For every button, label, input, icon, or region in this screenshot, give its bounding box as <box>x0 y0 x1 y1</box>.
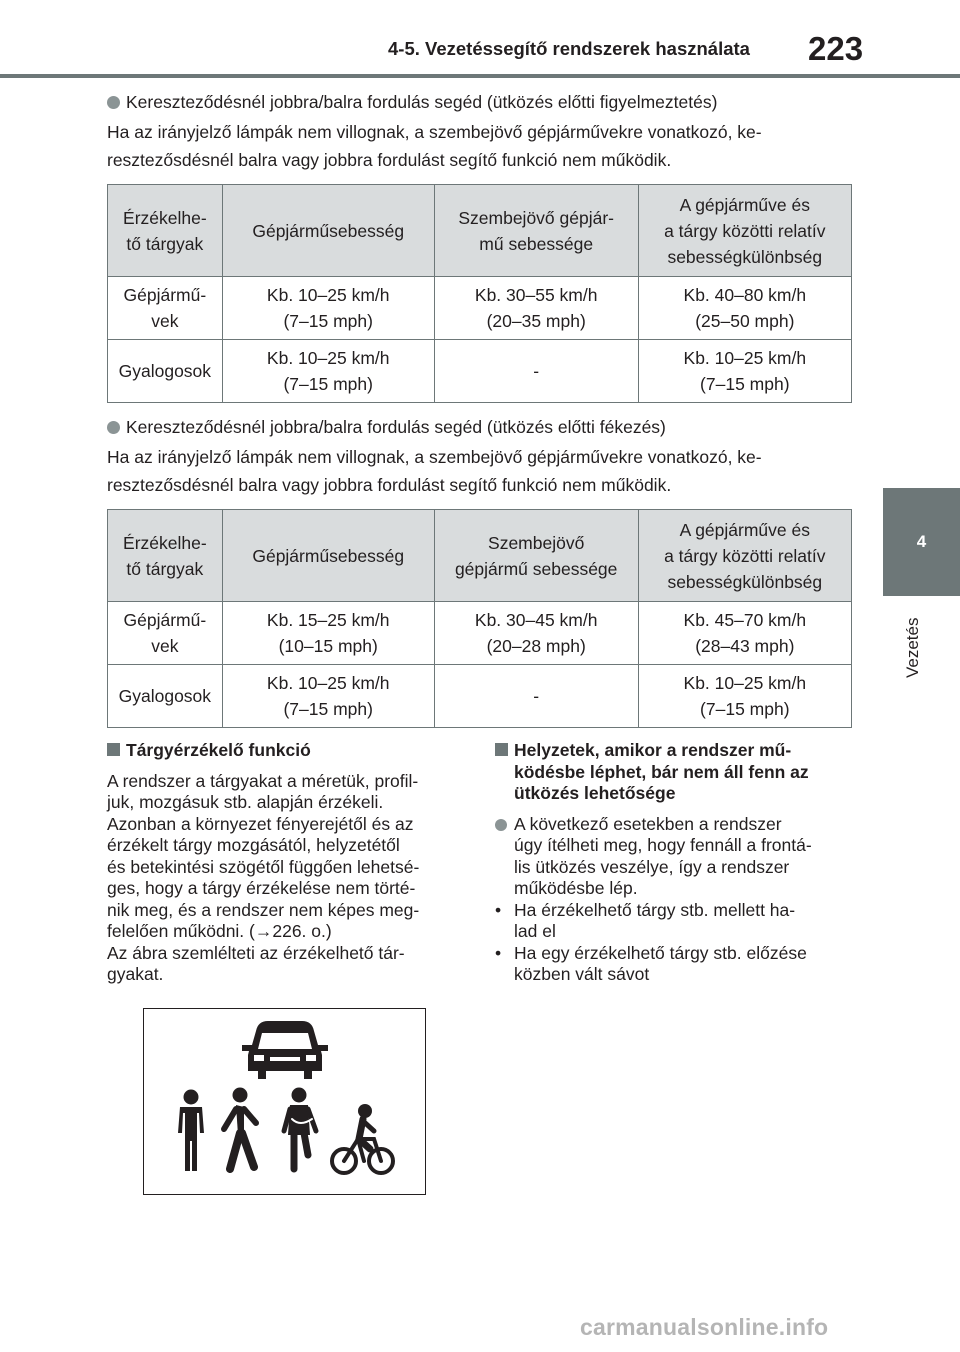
cell-oncoming-speed: - <box>434 665 638 728</box>
left-body <box>107 771 472 986</box>
header-cell-relative-speed: A gépjárműve és a tárgy közötti relatív sebességkülönbség <box>638 510 851 602</box>
chapter-tab-number: 4 <box>916 532 927 551</box>
list-item: • Ha egy érzékelhető tárgy stb. előzése közben vált sávot <box>495 942 807 984</box>
bullet-dot-icon <box>107 421 120 434</box>
right-section-heading: Helyzetek, amikor a rendszer mű- ködésbe léphet, bár nem áll fenn az ütközés lehetősége <box>495 740 865 805</box>
section2-heading: Kereszteződésnél jobbra/balra fordulás segéd (ütközés előtti fékezés) <box>107 413 859 441</box>
page-number: 223 <box>808 30 864 67</box>
cell-object-vehicles: Gépjármű- vek <box>108 277 223 340</box>
header-cell-vehicle-speed: Gépjárműsebesség <box>222 185 434 277</box>
watermark: carmanualsonline.info <box>580 1314 829 1340</box>
header-cell-oncoming-speed: Szembejövő gépjár- mű sebessége <box>434 185 638 277</box>
left-line: felelően működni. (→226. o.) <box>107 921 332 941</box>
cell-vehicle-speed: Kb. 15–25 km/h (10–15 mph) <box>222 602 434 665</box>
left-line: gyakat. <box>107 964 164 984</box>
left-section-heading: Tárgyérzékelő funkció <box>107 740 472 762</box>
cell-object-vehicles: Gépjármű- vek <box>108 602 223 665</box>
table-row <box>108 340 852 403</box>
section2-text <box>107 413 859 499</box>
cell-relative-speed: Kb. 45–70 km/h (28–43 mph) <box>638 602 851 665</box>
section1-line1: Ha az irányjelző lámpák nem villognak, a szembejövő gépjárművekre vonatkozó, ke- <box>107 122 762 142</box>
left-line: érzékelt tárgy mozgásától, helyzetétől <box>107 835 400 855</box>
cell-object-pedestrians: Gyalogosok <box>108 340 223 403</box>
car-icon <box>242 1021 328 1079</box>
cell-vehicle-speed: Kb. 10–25 km/h (7–15 mph) <box>222 665 434 728</box>
cell-vehicle-speed: Kb. 10–25 km/h (7–15 mph) <box>222 277 434 340</box>
cell-object-pedestrians: Gyalogosok <box>108 665 223 728</box>
cell-vehicle-speed: Kb. 10–25 km/h (7–15 mph) <box>222 340 434 403</box>
header-cell-vehicle-speed: Gépjárműsebesség <box>222 510 434 602</box>
left-line: Azonban a környezet fényerejétől és az <box>107 813 414 834</box>
cell-oncoming-speed: Kb. 30–45 km/h (20–28 mph) <box>434 602 638 665</box>
cell-oncoming-speed: - <box>434 340 638 403</box>
left-line: juk, mozgásuk stb. alapján érzékeli. <box>107 792 384 812</box>
standing-pedestrian-icon <box>178 1090 204 1172</box>
bullet-dot-icon <box>107 96 120 109</box>
section1-heading: Kereszteződésnél jobbra/balra fordulás segéd (ütközés előtti figyelmeztetés) <box>107 88 859 116</box>
illustration-svg <box>144 1009 425 1194</box>
header-cell-objects: Érzékelhe- tő tárgyak <box>108 185 223 277</box>
table-header-row <box>108 510 852 602</box>
bullet-dot-small-icon: • <box>495 899 502 920</box>
chapter-tab-label: Vezetés <box>903 617 922 679</box>
bullet-dot-icon <box>495 819 507 831</box>
header-cell-objects: Érzékelhe- tő tárgyak <box>108 510 223 602</box>
right-column <box>495 740 865 986</box>
left-column <box>107 740 472 986</box>
speed-table-warning <box>107 184 852 403</box>
left-line: nik meg, és a rendszer nem képes meg- <box>107 899 420 920</box>
left-line: ges, hogy a tárgy érzékelése nem törté- <box>107 878 416 898</box>
right-bullet-paragraph: A következő esetekben a rendszer úgy ítélheti meg, hogy fennáll a frontá- lis ütközés veszélye, így a rendszer működésbe lép. <box>495 814 865 900</box>
cell-relative-speed: Kb. 10–25 km/h (7–15 mph) <box>638 340 851 403</box>
chapter-tab <box>883 488 960 596</box>
speed-table-braking <box>107 509 852 728</box>
table-row <box>108 277 852 340</box>
left-line: és betekintési szögétől függően lehetsé- <box>107 856 420 877</box>
square-bullet-icon <box>495 743 508 756</box>
section1-line2: resztezősdésnél balra vagy jobbra fordulást segítő funkció nem működik. <box>107 150 672 170</box>
cell-relative-speed: Kb. 40–80 km/h (25–50 mph) <box>638 277 851 340</box>
header-cell-relative-speed: A gépjárműve és a tárgy közötti relatív sebességkülönbség <box>638 185 851 277</box>
section2-line2: resztezősdésnél balra vagy jobbra fordulást segítő funkció nem működik. <box>107 475 672 495</box>
header-divider <box>0 74 960 78</box>
left-line: A rendszer a tárgyakat a méretük, profil- <box>107 770 419 791</box>
cell-relative-speed: Kb. 10–25 km/h (7–15 mph) <box>638 665 851 728</box>
cell-oncoming-speed: Kb. 30–55 km/h (20–35 mph) <box>434 277 638 340</box>
chapter-title: 4-5. Vezetéssegítő rendszerek használata <box>388 38 750 59</box>
bullet-dot-small-icon: • <box>495 942 502 963</box>
section2-line1: Ha az irányjelző lámpák nem villognak, a szembejövő gépjárművekre vonatkozó, ke- <box>107 447 762 467</box>
left-line: Az ábra szemlélteti az érzékelhető tár- <box>107 942 405 963</box>
pedestrian-side-icon <box>284 1088 316 1170</box>
table-header-row <box>108 185 852 277</box>
walking-pedestrian-icon <box>224 1088 256 1170</box>
table-row <box>108 665 852 728</box>
cyclist-icon <box>332 1104 393 1173</box>
detectable-objects-illustration <box>143 1008 426 1195</box>
header-cell-oncoming-speed: Szembejövő gépjármű sebessége <box>434 510 638 602</box>
table-row <box>108 602 852 665</box>
square-bullet-icon <box>107 743 120 756</box>
list-item: • Ha érzékelhető tárgy stb. mellett ha- lad el <box>495 899 796 941</box>
section1-text <box>107 88 859 174</box>
